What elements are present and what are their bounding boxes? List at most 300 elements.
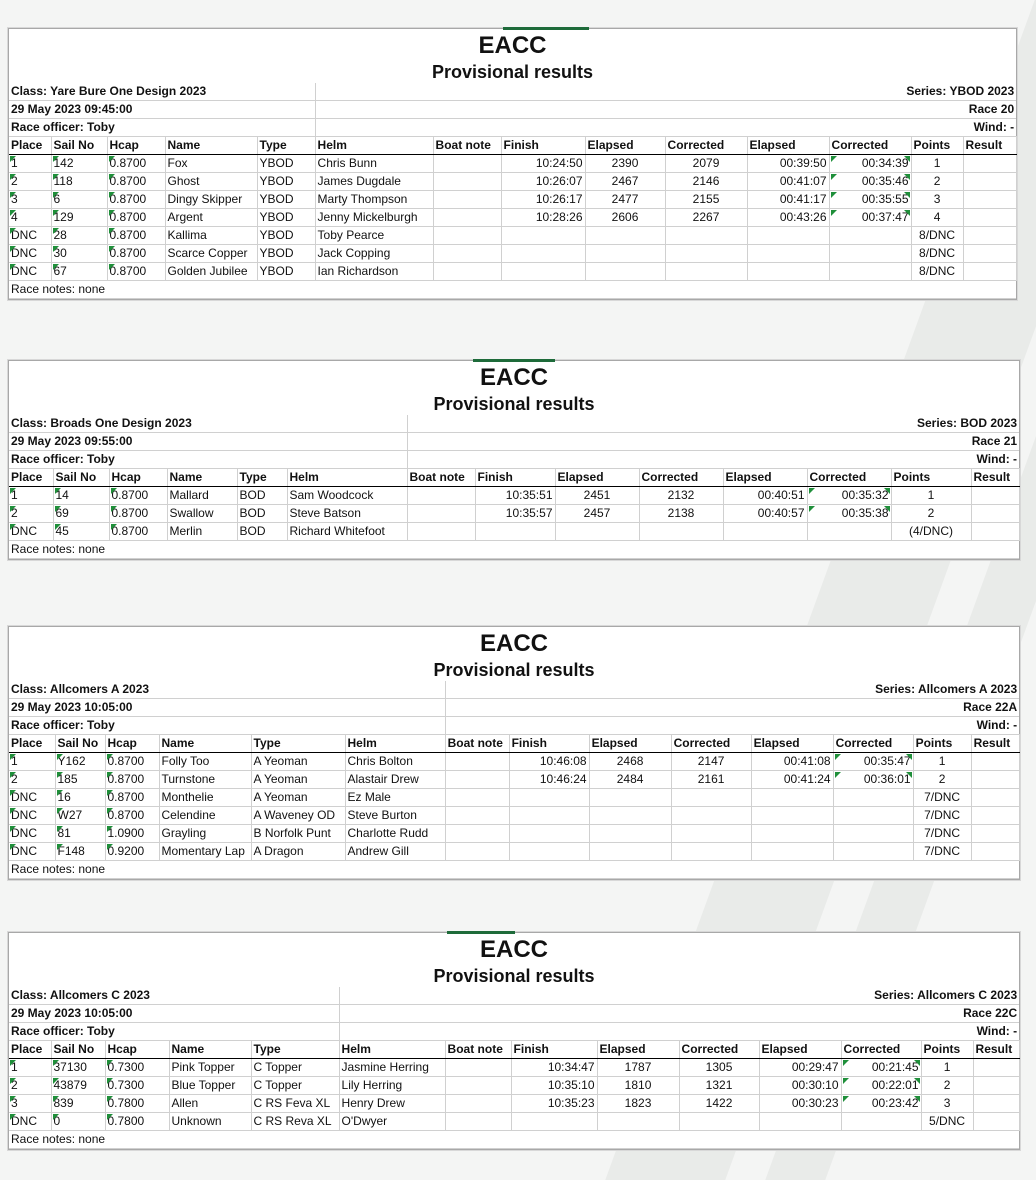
elapsed-time-cell: 00:40:51 xyxy=(723,487,807,505)
sail-no-cell: 16 xyxy=(55,789,105,807)
column-header: Finish xyxy=(475,469,555,487)
result-cell xyxy=(963,173,1016,191)
result-cell xyxy=(971,843,1019,861)
place-cell: DNC xyxy=(9,227,51,245)
elapsed-seconds-cell: 2477 xyxy=(585,191,665,209)
handicap-cell: 0.8700 xyxy=(107,191,165,209)
elapsed-seconds-cell xyxy=(585,227,665,245)
boat-name-cell: Monthelie xyxy=(159,789,251,807)
results-table xyxy=(9,681,1020,879)
finish-time-cell xyxy=(475,523,555,541)
table-row xyxy=(9,245,1016,263)
result-cell xyxy=(971,487,1019,505)
corrected-time-cell xyxy=(829,227,911,245)
points-cell: 1 xyxy=(921,1059,973,1077)
column-header: Elapsed xyxy=(555,469,639,487)
race-datetime: 29 May 2023 09:45:00 xyxy=(9,101,315,119)
helm-cell: O'Dwyer xyxy=(339,1113,445,1131)
column-header: Boat note xyxy=(407,469,475,487)
column-header: Elapsed xyxy=(585,137,665,155)
elapsed-time-cell: 00:30:23 xyxy=(759,1095,841,1113)
table-row xyxy=(9,753,1019,771)
result-cell xyxy=(971,789,1019,807)
column-header: Type xyxy=(251,735,345,753)
column-header: Finish xyxy=(511,1041,597,1059)
helm-cell: Alastair Drew xyxy=(345,771,445,789)
boat-note-cell xyxy=(445,1059,511,1077)
elapsed-seconds-cell: 2467 xyxy=(585,173,665,191)
race-number: Race 22C xyxy=(339,1005,1019,1023)
race-notes: Race notes: none xyxy=(9,281,1016,299)
helm-cell: Marty Thompson xyxy=(315,191,433,209)
boat-name-cell: Kallima xyxy=(165,227,257,245)
boat-name-cell: Swallow xyxy=(167,505,237,523)
handicap-cell: 0.8700 xyxy=(105,789,159,807)
helm-cell: Steve Burton xyxy=(345,807,445,825)
finish-time-cell: 10:35:57 xyxy=(475,505,555,523)
column-header: Type xyxy=(251,1041,339,1059)
place-cell: 2 xyxy=(9,173,51,191)
result-cell xyxy=(971,753,1019,771)
column-header: Result xyxy=(971,469,1019,487)
corrected-time-cell: 00:23:42 xyxy=(841,1095,921,1113)
elapsed-seconds-cell: 1823 xyxy=(597,1095,679,1113)
points-cell: 2 xyxy=(911,173,963,191)
helm-cell: Richard Whitefoot xyxy=(287,523,407,541)
finish-time-cell xyxy=(509,807,589,825)
boat-type-cell: YBOD xyxy=(257,227,315,245)
header-row xyxy=(9,1041,1019,1059)
column-header: Boat note xyxy=(433,137,501,155)
boat-type-cell: C RS Feva XL xyxy=(251,1095,339,1113)
column-header: Sail No xyxy=(55,735,105,753)
boat-type-cell: YBOD xyxy=(257,263,315,281)
column-header: Hcap xyxy=(105,735,159,753)
column-header: Place xyxy=(9,1041,51,1059)
column-header: Result xyxy=(973,1041,1019,1059)
corrected-time-cell: 00:21:45 xyxy=(841,1059,921,1077)
corrected-time-cell xyxy=(833,807,913,825)
helm-cell: Andrew Gill xyxy=(345,843,445,861)
elapsed-seconds-cell: 1787 xyxy=(597,1059,679,1077)
sail-no-cell: 28 xyxy=(51,227,107,245)
column-header: Hcap xyxy=(107,137,165,155)
club-title: EACC xyxy=(478,32,547,59)
boat-name-cell: Celendine xyxy=(159,807,251,825)
results-table xyxy=(9,987,1020,1149)
result-cell xyxy=(973,1059,1019,1077)
elapsed-seconds-cell: 1810 xyxy=(597,1077,679,1095)
boat-type-cell: C Topper xyxy=(251,1077,339,1095)
elapsed-time-cell: 00:39:50 xyxy=(747,155,829,173)
corrected-seconds-cell xyxy=(671,789,751,807)
corrected-seconds-cell: 2138 xyxy=(639,505,723,523)
boat-type-cell: A Waveney OD xyxy=(251,807,345,825)
sail-no-cell: 30 xyxy=(51,245,107,263)
column-header: Points xyxy=(891,469,971,487)
boat-name-cell: Blue Topper xyxy=(169,1077,251,1095)
handicap-cell: 0.8700 xyxy=(107,245,165,263)
boat-note-cell xyxy=(445,753,509,771)
column-header: Elapsed xyxy=(589,735,671,753)
wind-info: Wind: - xyxy=(315,119,1016,137)
table-row xyxy=(9,487,1019,505)
column-header: Type xyxy=(257,137,315,155)
helm-cell: James Dugdale xyxy=(315,173,433,191)
points-cell: 2 xyxy=(891,505,971,523)
corrected-seconds-cell: 2147 xyxy=(671,753,751,771)
result-cell xyxy=(973,1077,1019,1095)
boat-note-cell xyxy=(445,1095,511,1113)
boat-note-cell xyxy=(445,771,509,789)
elapsed-time-cell xyxy=(747,263,829,281)
elapsed-seconds-cell: 2451 xyxy=(555,487,639,505)
points-cell: 4 xyxy=(911,209,963,227)
wind-info: Wind: - xyxy=(445,717,1019,735)
results-subtitle: Provisional results xyxy=(433,660,595,680)
table-row xyxy=(9,191,1016,209)
race-datetime: 29 May 2023 10:05:00 xyxy=(9,1005,339,1023)
corrected-time-cell xyxy=(807,523,891,541)
column-header: Name xyxy=(169,1041,251,1059)
points-cell: 7/DNC xyxy=(913,807,971,825)
corrected-time-cell: 00:35:32 xyxy=(807,487,891,505)
handicap-cell: 0.7800 xyxy=(105,1113,169,1131)
column-header: Result xyxy=(971,735,1019,753)
result-cell xyxy=(971,825,1019,843)
handicap-cell: 0.9200 xyxy=(105,843,159,861)
wind-info: Wind: - xyxy=(339,1023,1019,1041)
finish-time-cell xyxy=(509,843,589,861)
result-cell xyxy=(963,263,1016,281)
sail-no-cell: Y162 xyxy=(55,753,105,771)
handicap-cell: 0.8700 xyxy=(107,209,165,227)
finish-time-cell xyxy=(501,263,585,281)
boat-type-cell: YBOD xyxy=(257,173,315,191)
elapsed-time-cell xyxy=(751,843,833,861)
elapsed-time-cell: 00:41:07 xyxy=(747,173,829,191)
place-cell: 4 xyxy=(9,209,51,227)
boat-note-cell xyxy=(445,1113,511,1131)
elapsed-time-cell: 00:41:17 xyxy=(747,191,829,209)
finish-time-cell: 10:35:51 xyxy=(475,487,555,505)
points-cell: 1 xyxy=(911,155,963,173)
handicap-cell: 0.8700 xyxy=(109,523,167,541)
elapsed-time-cell: 00:30:10 xyxy=(759,1077,841,1095)
column-header: Place xyxy=(9,137,51,155)
class-label: Class: Allcomers A 2023 xyxy=(9,681,445,699)
corrected-seconds-cell: 2079 xyxy=(665,155,747,173)
boat-name-cell: Momentary Lap xyxy=(159,843,251,861)
sail-no-cell: W27 xyxy=(55,807,105,825)
race-number: Race 21 xyxy=(407,433,1019,451)
class-label: Class: Broads One Design 2023 xyxy=(9,415,407,433)
column-header: Elapsed xyxy=(597,1041,679,1059)
corrected-seconds-cell xyxy=(665,245,747,263)
boat-name-cell: Dingy Skipper xyxy=(165,191,257,209)
column-header: Helm xyxy=(315,137,433,155)
handicap-cell: 1.0900 xyxy=(105,825,159,843)
column-header: Corrected xyxy=(841,1041,921,1059)
helm-cell: Henry Drew xyxy=(339,1095,445,1113)
column-header: Name xyxy=(167,469,237,487)
class-label: Class: Yare Bure One Design 2023 xyxy=(9,83,315,101)
elapsed-time-cell: 00:41:24 xyxy=(751,771,833,789)
finish-time-cell xyxy=(501,245,585,263)
corrected-seconds-cell xyxy=(671,843,751,861)
helm-cell: Steve Batson xyxy=(287,505,407,523)
results-subtitle: Provisional results xyxy=(431,62,594,82)
corrected-seconds-cell xyxy=(665,263,747,281)
handicap-cell: 0.8700 xyxy=(105,771,159,789)
finish-time-cell: 10:24:50 xyxy=(501,155,585,173)
handicap-cell: 0.8700 xyxy=(109,505,167,523)
boat-type-cell: C RS Reva XL xyxy=(251,1113,339,1131)
place-cell: 1 xyxy=(9,155,51,173)
table-row xyxy=(9,771,1019,789)
elapsed-time-cell xyxy=(759,1113,841,1131)
corrected-time-cell: 00:35:46 xyxy=(829,173,911,191)
elapsed-seconds-cell xyxy=(589,789,671,807)
sail-no-cell: 45 xyxy=(53,523,109,541)
elapsed-seconds-cell xyxy=(589,825,671,843)
sail-no-cell: 6 xyxy=(51,191,107,209)
elapsed-time-cell xyxy=(723,523,807,541)
elapsed-time-cell xyxy=(747,245,829,263)
points-cell: 7/DNC xyxy=(913,789,971,807)
place-cell: DNC xyxy=(9,807,55,825)
handicap-cell: 0.8700 xyxy=(107,155,165,173)
boat-type-cell: A Yeoman xyxy=(251,789,345,807)
finish-time-cell xyxy=(509,789,589,807)
table-row xyxy=(9,807,1019,825)
elapsed-seconds-cell xyxy=(555,523,639,541)
boat-name-cell: Scarce Copper xyxy=(165,245,257,263)
results-subtitle: Provisional results xyxy=(433,966,595,986)
club-title: EACC xyxy=(479,630,548,657)
race-notes: Race notes: none xyxy=(9,861,1019,879)
result-cell xyxy=(973,1113,1019,1131)
elapsed-time-cell xyxy=(751,807,833,825)
column-header: Helm xyxy=(339,1041,445,1059)
column-header: Corrected xyxy=(807,469,891,487)
elapsed-seconds-cell xyxy=(585,245,665,263)
boat-type-cell: A Dragon xyxy=(251,843,345,861)
place-cell: 2 xyxy=(9,1077,51,1095)
elapsed-seconds-cell: 2457 xyxy=(555,505,639,523)
sail-no-cell: 14 xyxy=(53,487,109,505)
boat-note-cell xyxy=(407,505,475,523)
sail-no-cell: 69 xyxy=(53,505,109,523)
result-cell xyxy=(973,1095,1019,1113)
place-cell: 2 xyxy=(9,505,53,523)
header-row xyxy=(9,137,1016,155)
finish-time-cell: 10:26:17 xyxy=(501,191,585,209)
column-header: Corrected xyxy=(829,137,911,155)
sheet-accent xyxy=(447,931,515,934)
corrected-seconds-cell: 1321 xyxy=(679,1077,759,1095)
finish-time-cell: 10:26:07 xyxy=(501,173,585,191)
corrected-time-cell xyxy=(841,1113,921,1131)
helm-cell: Ez Male xyxy=(345,789,445,807)
boat-name-cell: Mallard xyxy=(167,487,237,505)
result-cell xyxy=(963,155,1016,173)
helm-cell: Chris Bunn xyxy=(315,155,433,173)
boat-note-cell xyxy=(433,191,501,209)
finish-time-cell: 10:34:47 xyxy=(511,1059,597,1077)
points-cell: (4/DNC) xyxy=(891,523,971,541)
place-cell: DNC xyxy=(9,245,51,263)
sail-no-cell: 67 xyxy=(51,263,107,281)
elapsed-time-cell xyxy=(751,825,833,843)
table-row xyxy=(9,209,1016,227)
column-header: Place xyxy=(9,735,55,753)
boat-name-cell: Turnstone xyxy=(159,771,251,789)
sheet-accent xyxy=(473,359,555,362)
points-cell: 7/DNC xyxy=(913,843,971,861)
place-cell: DNC xyxy=(9,523,53,541)
column-header: Place xyxy=(9,469,53,487)
helm-cell: Jasmine Herring xyxy=(339,1059,445,1077)
results-table xyxy=(9,415,1020,559)
race-notes: Race notes: none xyxy=(9,1131,1019,1149)
corrected-time-cell xyxy=(833,825,913,843)
column-header: Boat note xyxy=(445,735,509,753)
table-row xyxy=(9,263,1016,281)
results-table xyxy=(9,83,1017,299)
elapsed-seconds-cell xyxy=(589,807,671,825)
race-number: Race 20 xyxy=(315,101,1016,119)
column-header: Corrected xyxy=(679,1041,759,1059)
finish-time-cell: 10:46:24 xyxy=(509,771,589,789)
boat-type-cell: A Yeoman xyxy=(251,771,345,789)
corrected-seconds-cell: 2132 xyxy=(639,487,723,505)
finish-time-cell: 10:35:10 xyxy=(511,1077,597,1095)
boat-name-cell: Pink Topper xyxy=(169,1059,251,1077)
helm-cell: Toby Pearce xyxy=(315,227,433,245)
club-title: EACC xyxy=(479,364,548,391)
points-cell: 2 xyxy=(913,771,971,789)
boat-note-cell xyxy=(433,263,501,281)
boat-note-cell xyxy=(433,173,501,191)
boat-type-cell: BOD xyxy=(237,487,287,505)
place-cell: 2 xyxy=(9,771,55,789)
sail-no-cell: 37130 xyxy=(51,1059,105,1077)
boat-note-cell xyxy=(445,807,509,825)
results-sheet xyxy=(8,626,1020,880)
result-cell xyxy=(971,771,1019,789)
race-datetime: 29 May 2023 09:55:00 xyxy=(9,433,407,451)
result-cell xyxy=(971,505,1019,523)
club-title: EACC xyxy=(479,936,548,963)
boat-note-cell xyxy=(445,825,509,843)
table-row xyxy=(9,227,1016,245)
corrected-time-cell: 00:34:39 xyxy=(829,155,911,173)
elapsed-time-cell xyxy=(751,789,833,807)
sail-no-cell: 0 xyxy=(51,1113,105,1131)
result-cell xyxy=(971,807,1019,825)
result-cell xyxy=(963,245,1016,263)
corrected-time-cell: 00:35:38 xyxy=(807,505,891,523)
place-cell: DNC xyxy=(9,789,55,807)
finish-time-cell: 10:46:08 xyxy=(509,753,589,771)
boat-name-cell: Merlin xyxy=(167,523,237,541)
points-cell: 7/DNC xyxy=(913,825,971,843)
corrected-time-cell xyxy=(829,263,911,281)
boat-note-cell xyxy=(433,227,501,245)
helm-cell: Ian Richardson xyxy=(315,263,433,281)
corrected-seconds-cell: 2161 xyxy=(671,771,751,789)
header-row xyxy=(9,469,1019,487)
finish-time-cell xyxy=(501,227,585,245)
column-header: Points xyxy=(911,137,963,155)
elapsed-time-cell xyxy=(747,227,829,245)
handicap-cell: 0.8700 xyxy=(105,807,159,825)
helm-cell: Chris Bolton xyxy=(345,753,445,771)
boat-note-cell xyxy=(445,1077,511,1095)
result-cell xyxy=(963,191,1016,209)
handicap-cell: 0.8700 xyxy=(107,227,165,245)
sheet-accent xyxy=(503,27,589,30)
column-header: Result xyxy=(963,137,1016,155)
result-cell xyxy=(963,227,1016,245)
column-header: Points xyxy=(921,1041,973,1059)
sail-no-cell: 839 xyxy=(51,1095,105,1113)
points-cell: 2 xyxy=(921,1077,973,1095)
boat-note-cell xyxy=(433,155,501,173)
race-officer: Race officer: Toby xyxy=(9,717,445,735)
column-header: Hcap xyxy=(105,1041,169,1059)
boat-note-cell xyxy=(407,487,475,505)
place-cell: DNC xyxy=(9,825,55,843)
corrected-seconds-cell xyxy=(679,1113,759,1131)
corrected-seconds-cell: 1422 xyxy=(679,1095,759,1113)
boat-name-cell: Unknown xyxy=(169,1113,251,1131)
corrected-time-cell: 00:35:47 xyxy=(833,753,913,771)
finish-time-cell xyxy=(511,1113,597,1131)
elapsed-time-cell: 00:29:47 xyxy=(759,1059,841,1077)
corrected-time-cell: 00:36:01 xyxy=(833,771,913,789)
boat-type-cell: BOD xyxy=(237,523,287,541)
elapsed-seconds-cell xyxy=(585,263,665,281)
boat-type-cell: YBOD xyxy=(257,191,315,209)
table-row xyxy=(9,843,1019,861)
handicap-cell: 0.8700 xyxy=(105,753,159,771)
sail-no-cell: 43879 xyxy=(51,1077,105,1095)
sail-no-cell: 118 xyxy=(51,173,107,191)
column-header: Corrected xyxy=(833,735,913,753)
place-cell: 1 xyxy=(9,753,55,771)
points-cell: 3 xyxy=(921,1095,973,1113)
boat-type-cell: B Norfolk Punt xyxy=(251,825,345,843)
corrected-time-cell xyxy=(833,789,913,807)
corrected-time-cell: 00:22:01 xyxy=(841,1077,921,1095)
elapsed-time-cell: 00:43:26 xyxy=(747,209,829,227)
corrected-time-cell xyxy=(833,843,913,861)
series-label: Series: YBOD 2023 xyxy=(315,83,1016,101)
corrected-time-cell: 00:37:47 xyxy=(829,209,911,227)
place-cell: 3 xyxy=(9,1095,51,1113)
class-label: Class: Allcomers C 2023 xyxy=(9,987,339,1005)
handicap-cell: 0.7300 xyxy=(105,1077,169,1095)
handicap-cell: 0.8700 xyxy=(107,263,165,281)
column-header: Elapsed xyxy=(747,137,829,155)
place-cell: DNC xyxy=(9,1113,51,1131)
race-number: Race 22A xyxy=(445,699,1019,717)
results-subtitle: Provisional results xyxy=(433,394,595,414)
column-header: Type xyxy=(237,469,287,487)
sail-no-cell: F148 xyxy=(55,843,105,861)
